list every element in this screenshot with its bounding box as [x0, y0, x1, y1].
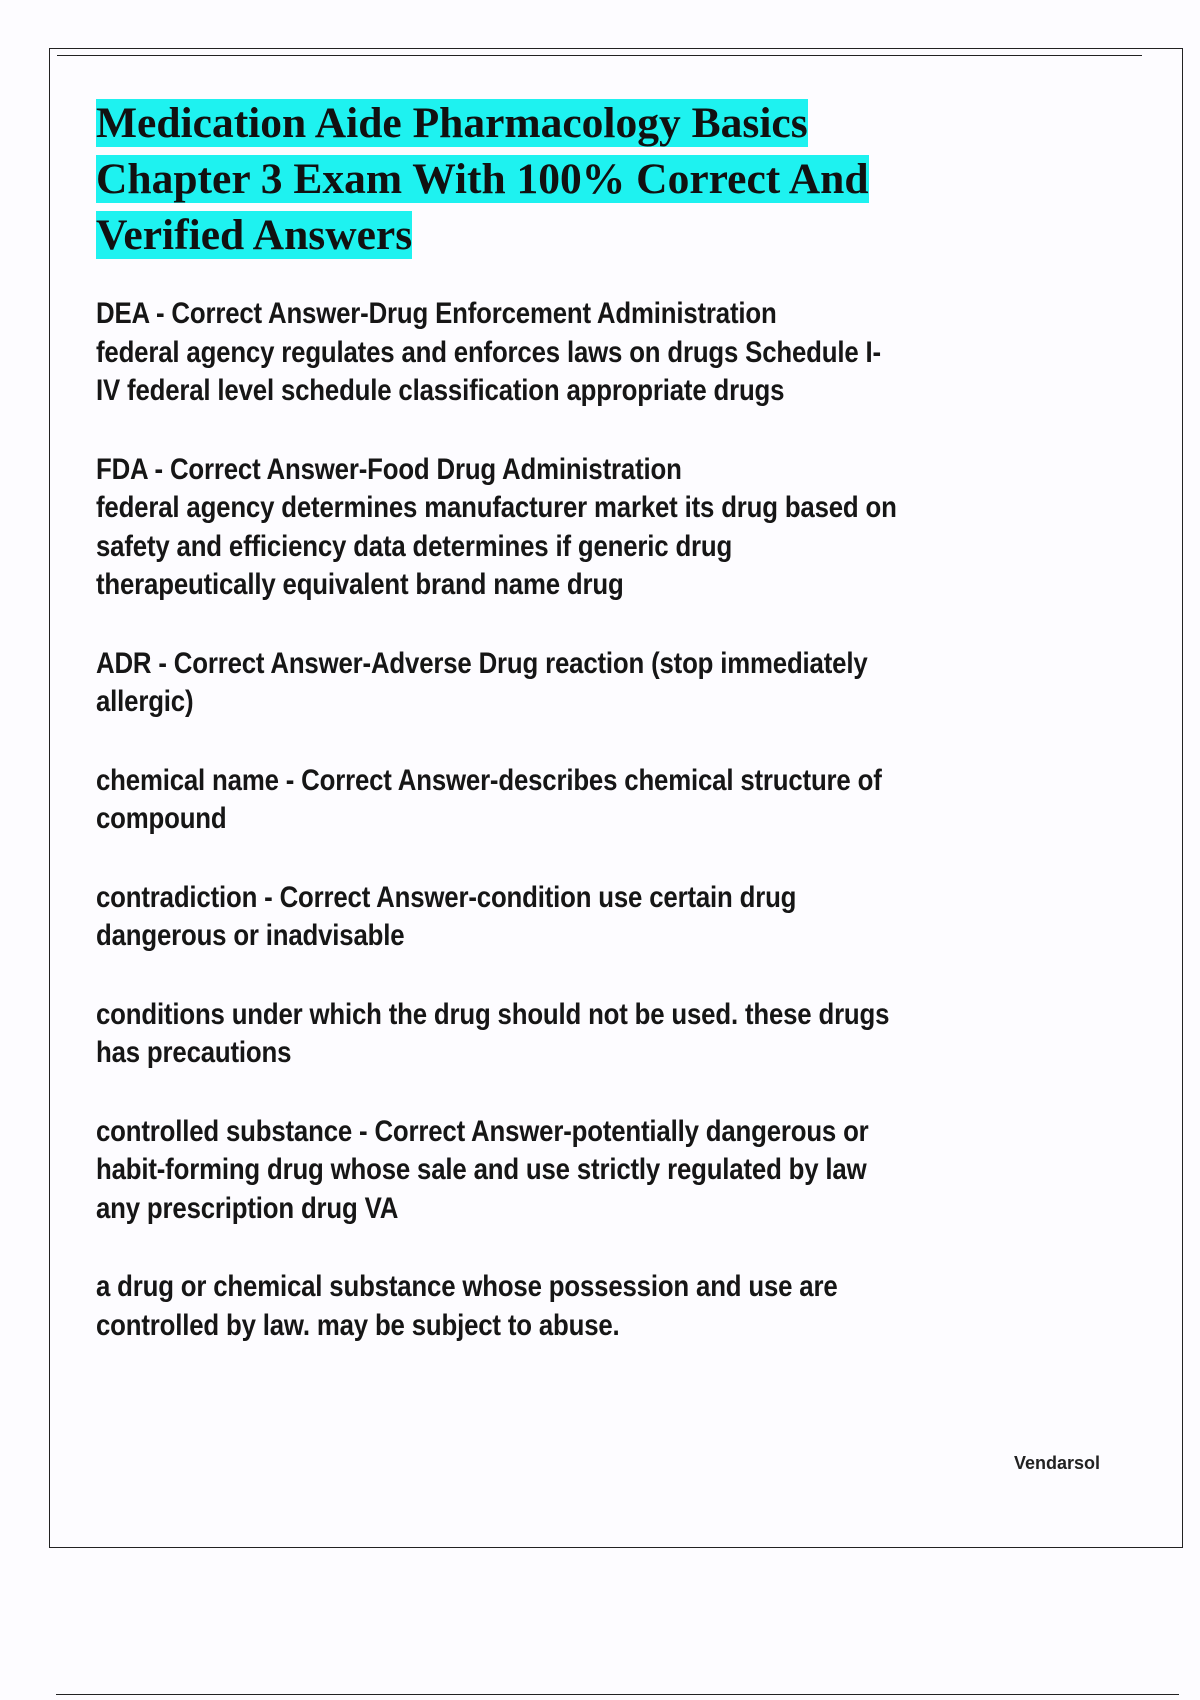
qa-entry-fda [96, 451, 1049, 605]
entry-line: federal agency determines manufacturer market its drug based on [96, 491, 897, 524]
document-title [96, 95, 996, 263]
entry-line: any prescription drug VA [96, 1191, 399, 1225]
entry-line: controlled by law. may be subject to abuse. [96, 1308, 620, 1342]
entry-line: contradiction - Correct Answer-condition use certain drug [96, 880, 797, 914]
qa-entry-controlled-substance [96, 1113, 1049, 1229]
entry-line: FDA - Correct Answer-Food Drug Administration [96, 452, 682, 486]
title-line: Verified Answers [96, 211, 413, 259]
title-line: Medication Aide Pharmacology Basics [96, 99, 808, 147]
entry-line: controlled substance - Correct Answer-potentially dangerous or [96, 1114, 869, 1148]
entry-line: habit-forming drug whose sale and use strictly regulated by law [96, 1153, 867, 1186]
entry-line: allergic) [96, 685, 194, 718]
entry-line: has precautions [96, 1036, 292, 1069]
entry-line: dangerous or inadvisable [96, 919, 405, 952]
entry-line: IV federal level schedule classification appropriate drugs [96, 374, 785, 407]
top-rule [57, 55, 1142, 56]
document-body [96, 95, 1086, 1385]
qa-list [96, 295, 1086, 1345]
title-line: Chapter 3 Exam With 100% Correct And [96, 155, 869, 203]
entry-line: conditions under which the drug should not be used. these drugs [96, 997, 890, 1031]
entry-line: a drug or chemical substance whose possession and use are [96, 1270, 838, 1303]
qa-entry-adr [96, 645, 1049, 722]
qa-entry-conditions [96, 996, 1049, 1073]
qa-entry-drug-or-chemical [96, 1268, 1049, 1345]
qa-entry-chemical-name [96, 762, 1049, 839]
entry-line: safety and efficiency data determines if generic drug [96, 529, 733, 563]
footer-brand: Vendarsol [1013, 1453, 1100, 1473]
qa-entry-dea [96, 295, 1049, 411]
entry-line: therapeutically equivalent brand name drug [96, 568, 624, 601]
entry-line: ADR - Correct Answer-Adverse Drug reaction (stop immediately [96, 646, 868, 680]
entry-line: federal agency regulates and enforces laws on drugs Schedule I- [96, 335, 881, 369]
entry-line: compound [96, 802, 227, 835]
qa-entry-contradiction [96, 879, 1049, 956]
entry-line: chemical name - Correct Answer-describes chemical structure of [96, 763, 882, 797]
entry-line: DEA - Correct Answer-Drug Enforcement Administration [96, 297, 777, 330]
bottom-rule [56, 1694, 1179, 1695]
